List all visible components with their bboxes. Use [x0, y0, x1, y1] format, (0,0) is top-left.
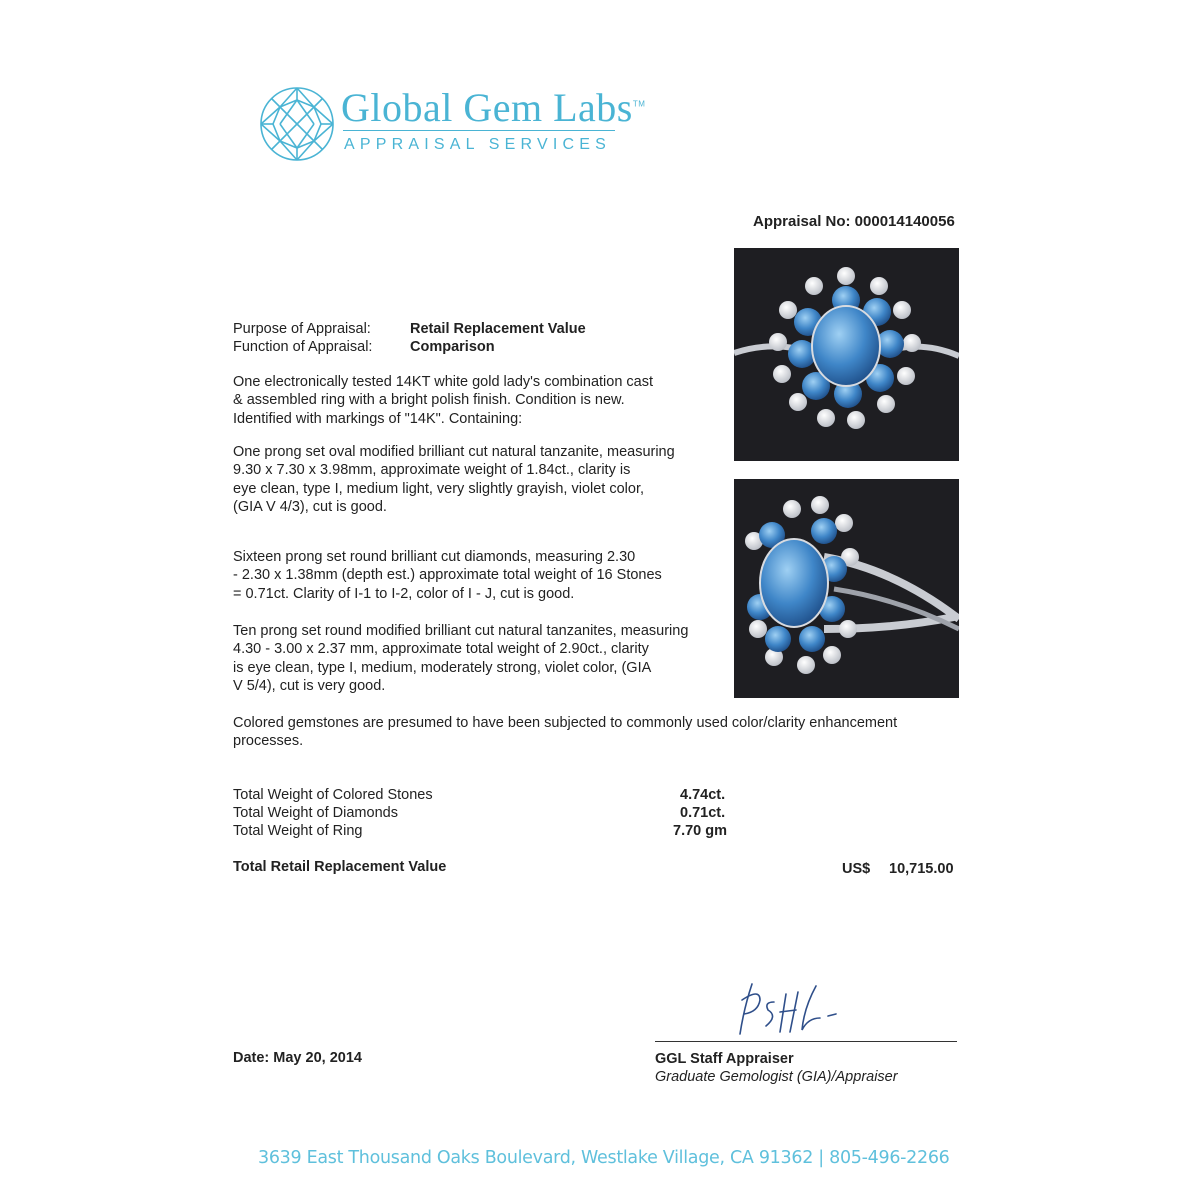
appraiser-title: GGL Staff Appraiser — [655, 1051, 794, 1067]
purpose-label: Purpose of Appraisal: — [233, 321, 371, 337]
text-line: One prong set oval modified brilliant cut natural tanzanite, measuring — [233, 444, 675, 460]
enhancement-disclaimer — [233, 714, 953, 751]
retail-currency: US$ — [842, 861, 871, 877]
total-ring-label: Total Weight of Ring — [233, 823, 363, 839]
text-line: processes. — [233, 733, 304, 750]
text-line: One electronically tested 14KT white gold lady's combination cast — [233, 374, 654, 390]
ring-top-view-illustration — [734, 248, 959, 461]
side-tanzanites-description — [233, 622, 723, 696]
ring-top-view-photo — [734, 248, 959, 461]
text-line: Identified with markings of "14K". Containing: — [233, 410, 523, 427]
text-line: & assembled ring with a bright polish finish. Condition is new. — [233, 392, 625, 409]
trademark-mark: TM — [632, 99, 646, 109]
appraisal-number: Appraisal No: 000014140056 — [753, 213, 955, 230]
round-brilliant-diamond-icon — [259, 86, 335, 162]
retail-amount: 10,715.00 — [889, 861, 954, 877]
handwritten-signature — [730, 978, 850, 1040]
total-diamonds-value: 0.71ct. — [680, 805, 726, 821]
text-line: 4.30 - 3.00 x 2.37 mm, approximate total weight of 2.90ct., clarity — [233, 641, 649, 658]
text-line: is eye clean, type I, medium, moderately strong, violet color, (GIA — [233, 659, 652, 676]
total-ring-value: 7.70 gm — [673, 823, 727, 839]
text-line: eye clean, type I, medium light, very slightly grayish, violet color, — [233, 480, 645, 497]
diamonds-description — [233, 548, 713, 603]
total-colored-value: 4.74ct. — [680, 787, 726, 803]
text-line: V 5/4), cut is very good. — [233, 678, 386, 695]
footer-address: 3639 East Thousand Oaks Boulevard, Westlake Village, CA 91362 | 805-496-2266 — [258, 1148, 950, 1168]
ring-side-view-photo — [734, 479, 959, 698]
signature-line — [655, 1041, 957, 1042]
appraisal-date: Date: May 20, 2014 — [233, 1050, 362, 1066]
purpose-value: Retail Replacement Value — [410, 321, 586, 337]
function-value: Comparison — [410, 339, 495, 355]
text-line: Sixteen prong set round brilliant cut diamonds, measuring 2.30 — [233, 549, 636, 565]
center-stone-description — [233, 443, 713, 517]
appraiser-credential: Graduate Gemologist (GIA)/Appraiser — [655, 1069, 898, 1085]
function-label: Function of Appraisal: — [233, 339, 373, 355]
text-line: 9.30 x 7.30 x 3.98mm, approximate weight of 1.84ct., clarity is — [233, 462, 631, 479]
total-colored-label: Total Weight of Colored Stones — [233, 787, 433, 803]
brand-subtitle: APPRAISAL SERVICES — [344, 136, 612, 153]
total-diamonds-label: Total Weight of Diamonds — [233, 805, 398, 821]
text-line: Ten prong set round modified brilliant cut natural tanzanites, measuring — [233, 623, 689, 639]
brand-name: Global Gem Labs™ — [341, 85, 646, 130]
retail-value-label: Total Retail Replacement Value — [233, 859, 447, 875]
ring-description — [233, 373, 713, 428]
ring-side-view-illustration — [734, 479, 959, 698]
text-line: (GIA V 4/3), cut is good. — [233, 499, 387, 516]
brand-divider — [343, 130, 615, 131]
text-line: - 2.30 x 1.38mm (depth est.) approximate total weight of 16 Stones — [233, 567, 662, 584]
text-line: Colored gemstones are presumed to have been subjected to commonly used color/clarity enhancement — [233, 715, 898, 731]
text-line: = 0.71ct. Clarity of I-1 to I-2, color of I - J, cut is good. — [233, 585, 575, 602]
